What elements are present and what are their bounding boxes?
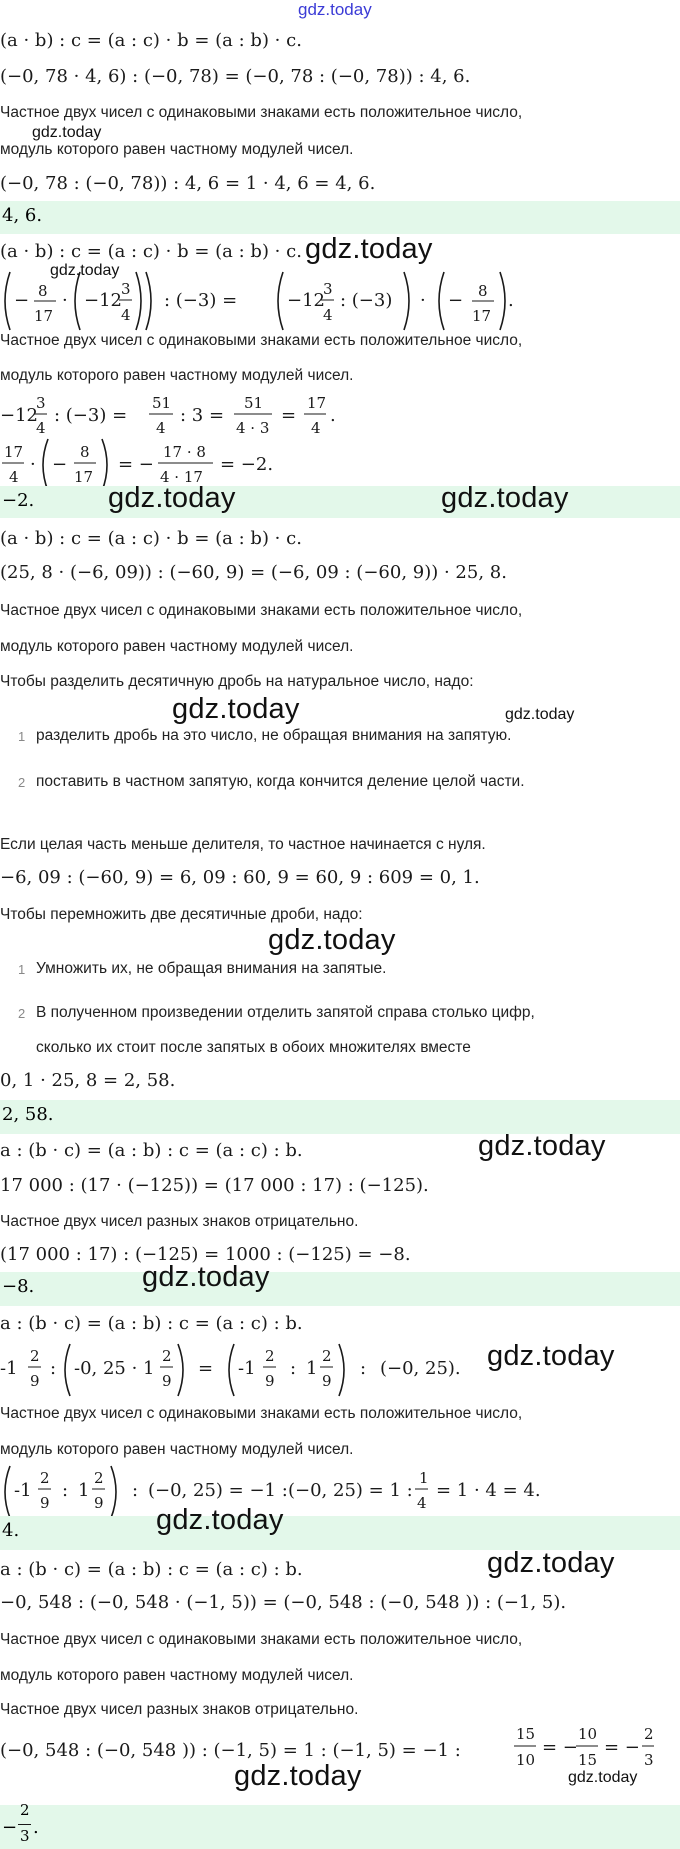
svg-text:3: 3 [121,280,131,298]
watermark: gdz.today [234,1760,362,1792]
svg-text:2: 2 [162,1347,172,1365]
rule-text: модуль которого равен частному модулей чисел. [0,367,354,384]
svg-text:4 · 17: 4 · 17 [160,468,203,486]
svg-text:−12: −12 [0,405,38,426]
svg-text:-1: -1 [0,1358,18,1379]
answer-band [0,1516,680,1550]
watermark: gdz.today [156,1504,284,1536]
answer-band [0,486,680,518]
svg-text:51: 51 [244,394,264,412]
svg-text::: : [50,1358,57,1379]
watermark: gdz.today [505,706,575,723]
rule-text: Частное двух чисел разных знаков отрицательно. [0,1213,359,1230]
equation: (−0, 78 · 4, 6) : (−0, 78) = (−0, 78 : (−0, 78)) : 4, 6. [0,66,471,87]
watermark: gdz.today [478,1130,606,1162]
rule-text: Частное двух чисел с одинаковыми знаками есть положительное число, [0,104,523,121]
svg-text:2: 2 [40,1469,50,1487]
watermark: gdz.today [32,124,102,141]
svg-text:= −: = − [542,1737,578,1758]
svg-text:−12: −12 [287,290,325,311]
svg-text:2: 2 [322,1347,332,1365]
svg-text:4 · 3: 4 · 3 [236,419,270,437]
watermark: gdz.today [108,482,236,514]
svg-text:=: = [281,405,297,426]
svg-text:9: 9 [162,1372,172,1390]
answer: 2, 58. [2,1104,54,1125]
svg-text:4: 4 [9,468,19,486]
svg-text:4: 4 [417,1494,427,1512]
answer-band [0,1100,680,1134]
note-text: Если целая часть меньше делителя, то частное начинается с нуля. [0,836,486,853]
calculation: (17 000 : 17) : (−125) = 1000 : (−125) = −8. [0,1244,411,1265]
rule-text: модуль которого равен частному модулей чисел. [0,1441,354,1458]
svg-text:= 1 · 4 = 4.: = 1 · 4 = 4. [436,1480,541,1501]
svg-text:−: − [52,454,68,475]
instruction-text: Чтобы перемножить две десятичные дроби, надо: [0,906,363,923]
svg-text:= −: = − [604,1737,640,1758]
rule-text: модуль которого равен частному модулей чисел. [0,1667,354,1684]
rule-text: Частное двух чисел с одинаковыми знаками есть положительное число, [0,332,523,349]
answer-numerator: 2 [20,1801,30,1819]
svg-text:17: 17 [4,443,24,461]
watermark: gdz.today [50,262,120,279]
property-formula: (a · b) : c = (a : c) · b = (a : b) · c. [0,241,302,262]
list-item-number: 2 [18,1006,26,1021]
list-item-number: 2 [18,775,26,790]
rule-text: модуль которого равен частному модулей чисел. [0,638,354,655]
answer-denominator: 3 [20,1827,30,1845]
svg-text:-1: -1 [238,1358,256,1379]
svg-text:= −: = − [118,454,154,475]
watermark: gdz.today [172,693,300,725]
svg-text:: 3 =: : 3 = [180,405,225,426]
list-item-number: 1 [18,962,26,977]
fraction-bar [18,1824,31,1825]
calculation: 0, 1 · 25, 8 = 2, 58. [0,1070,176,1091]
svg-text:−: − [14,290,30,311]
svg-text:1: 1 [419,1469,429,1487]
watermark: gdz.today [298,0,372,19]
svg-text:.: . [508,290,514,311]
equation: 17 000 : (17 · (−125)) = (17 000 : 17) : (−125). [0,1175,429,1196]
answer-band [0,1272,680,1306]
svg-text::: : [290,1358,297,1379]
property-formula: a : (b · c) = (a : b) : c = (a : c) : b. [0,1313,303,1334]
svg-text:17 · 8: 17 · 8 [163,443,206,461]
answer: 4. [2,1520,20,1541]
svg-text:−: − [448,290,464,311]
svg-text:: (−3) =: : (−3) = [54,405,128,426]
answer-band [0,1801,680,1849]
svg-text:8: 8 [478,282,488,300]
svg-text:4: 4 [311,419,321,437]
watermark: gdz.today [305,233,433,265]
svg-text:4: 4 [36,419,46,437]
list-item: В полученном произведении отделить запятой справа столько цифр, [36,1004,535,1021]
svg-text:3: 3 [36,394,46,412]
svg-text:9: 9 [94,1494,104,1512]
svg-text:= −2.: = −2. [220,454,274,475]
svg-text:2: 2 [644,1725,654,1743]
svg-text:4: 4 [156,419,166,437]
answer-band [0,201,680,234]
calculation: −6, 09 : (−60, 9) = 6, 09 : 60, 9 = 60, 9 : 609 = 0, 1. [0,867,480,888]
answer: 4, 6. [2,205,43,226]
svg-text:·: · [420,290,426,311]
rule-text: Частное двух чисел с одинаковыми знаками есть положительное число, [0,1631,523,1648]
svg-text:(−0, 25).: (−0, 25). [380,1358,461,1379]
equation: (25, 8 · (−6, 09)) : (−60, 9) = (−6, 09 : (−60, 9)) · 25, 8. [0,562,507,583]
rule-text: модуль которого равен частному модулей чисел. [0,141,354,158]
answer: −8. [2,1276,35,1297]
list-item-continuation: сколько их стоит после запятых в обоих множителях вместе [36,1039,471,1056]
property-formula: (a · b) : c = (a : c) · b = (a : b) · c. [0,30,302,51]
svg-text:17: 17 [34,307,54,325]
svg-text:8: 8 [38,282,48,300]
list-item: поставить в частном запятую, когда кончится деление целой части. [36,773,525,790]
list-item: разделить дробь на это число, не обращая внимания на запятую. [36,727,512,744]
svg-text:−12: −12 [84,290,122,311]
calculation: (−0, 78 : (−0, 78)) : 4, 6 = 1 · 4, 6 = 4, 6. [0,173,376,194]
svg-text:2: 2 [94,1469,104,1487]
svg-text:17: 17 [307,394,327,412]
svg-text:·: · [30,454,36,475]
svg-text:1: 1 [306,1358,318,1379]
svg-text:15: 15 [516,1725,536,1743]
svg-text:: (−3): : (−3) [340,290,393,311]
answer-period: . [33,1817,39,1838]
svg-text:-0, 25 · 1: -0, 25 · 1 [74,1358,155,1379]
watermark: gdz.today [268,924,396,956]
calculation: (−0, 548 : (−0, 548 )) : (−1, 5) = 1 : (−1, 5) = −1 : [0,1740,461,1761]
svg-text:15: 15 [578,1751,598,1769]
svg-text:-1: -1 [14,1480,32,1501]
svg-text:8: 8 [80,443,90,461]
svg-text:.: . [330,405,336,426]
rule-text: Частное двух чисел с одинаковыми знаками есть положительное число, [0,1405,523,1422]
equation: −0, 548 : (−0, 548 · (−1, 5)) = (−0, 548 : (−0, 548 )) : (−1, 5). [0,1592,567,1613]
svg-text:4: 4 [323,306,333,324]
property-formula: a : (b · c) = (a : b) : c = (a : c) : b. [0,1140,303,1161]
watermark: gdz.today [487,1547,615,1579]
svg-text:9: 9 [322,1372,332,1390]
property-formula: (a · b) : c = (a : c) · b = (a : b) · c. [0,528,302,549]
svg-text:10: 10 [578,1725,598,1743]
instruction-text: Чтобы разделить десятичную дробь на натуральное число, надо: [0,673,474,690]
rule-text: Частное двух чисел с одинаковыми знаками есть положительное число, [0,602,523,619]
svg-text:9: 9 [265,1372,275,1390]
rule-text: Частное двух чисел разных знаков отрицательно. [0,1701,359,1718]
svg-text:1: 1 [78,1480,90,1501]
watermark: gdz.today [142,1261,270,1293]
property-formula: a : (b · c) = (a : b) : c = (a : c) : b. [0,1559,303,1580]
fraction-calculation [476,1720,680,1776]
watermark: gdz.today [441,482,569,514]
svg-text:·: · [62,290,68,311]
svg-text:3: 3 [644,1751,654,1769]
answer [2,1801,62,1849]
svg-text::: : [62,1480,69,1501]
watermark: gdz.today [568,1769,638,1786]
svg-text:(−0, 25) = −1 :: (−0, 25) = −1 : [148,1480,288,1501]
answer-sign: − [2,1817,18,1838]
svg-text:51: 51 [152,394,172,412]
svg-text:9: 9 [30,1372,40,1390]
svg-text:10: 10 [516,1751,536,1769]
list-item-number: 1 [18,729,26,744]
svg-text:: (−3) =: : (−3) = [164,290,238,311]
svg-text:9: 9 [40,1494,50,1512]
answer: −2. [2,490,35,511]
fraction-equation [0,268,680,334]
svg-text:2: 2 [265,1347,275,1365]
svg-text:17: 17 [472,307,492,325]
svg-text:2: 2 [30,1347,40,1365]
fraction-calculation [0,1462,680,1522]
svg-text:17: 17 [74,468,94,486]
watermark: gdz.today [487,1340,615,1372]
fraction-calculation [0,388,680,440]
svg-text:4: 4 [121,306,131,324]
svg-text:(−0, 25) = 1 :: (−0, 25) = 1 : [288,1480,413,1501]
svg-text::: : [360,1358,367,1379]
svg-text::: : [132,1480,139,1501]
svg-text:=: = [198,1358,214,1379]
list-item: Умножить их, не обращая внимания на запятые. [36,960,387,977]
svg-text:3: 3 [323,280,333,298]
